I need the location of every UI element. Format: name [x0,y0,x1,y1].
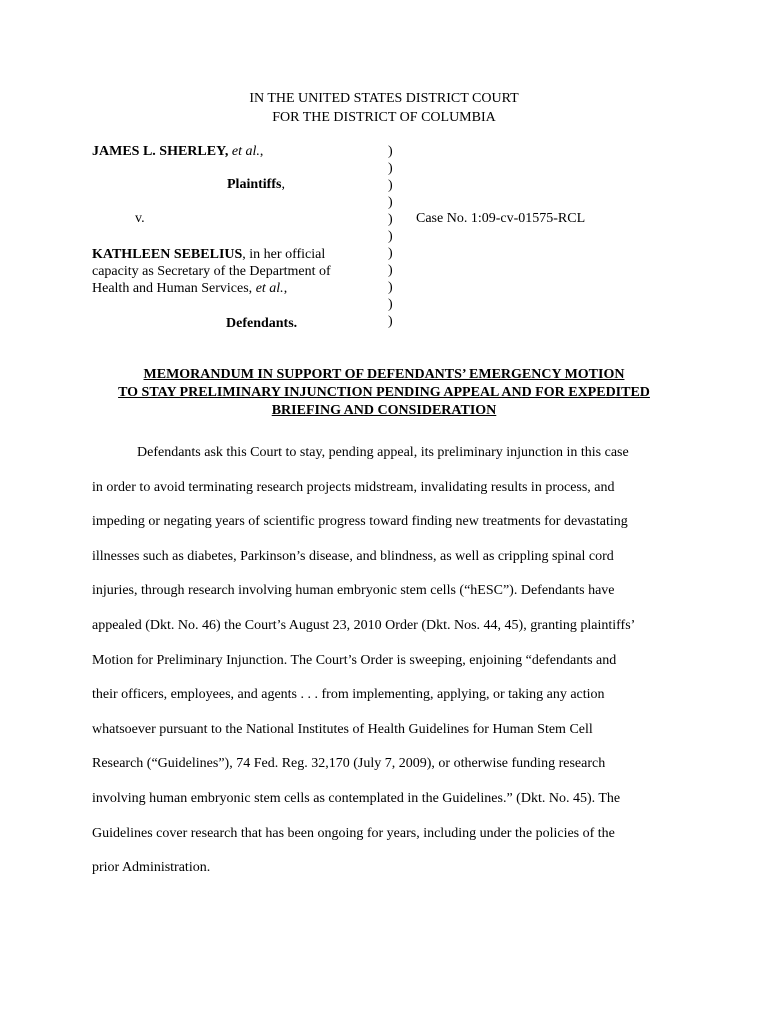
plaintiffs-label-text: Plaintiffs [227,177,282,192]
defendant-line-1 [92,246,331,263]
body-line: Motion for Preliminary Injunction. The Court’s Order is sweeping, enjoining “defendants and [92,652,617,668]
title-line-3 [0,402,768,420]
title-line-3-text: BRIEFING AND CONSIDERATION [271,403,497,418]
parenthesis: ) [388,263,393,278]
defendant-line-3-text: Health and Human Services, [92,281,256,296]
body-line: Guidelines cover research that has been ongoing for years, including under the policies of the [92,825,615,841]
body-line: involving human embryonic stem cells as contemplated in the Guidelines.” (Dkt. No. 45). The [92,790,621,806]
plaintiffs-label [227,177,285,193]
caption-defendant [92,246,331,297]
defendants-label: Defendants. [226,316,298,331]
body-line: their officers, employees, and agents . . . from implementing, applying, or taking any action [92,687,605,703]
defendant-et-al: et al. [255,281,284,296]
title-line-1 [0,366,768,384]
plaintiffs-label-comma: , [281,177,285,192]
parenthesis: ) [388,178,393,193]
body-line: appealed (Dkt. No. 46) the Court’s August 23, 2010 Order (Dkt. Nos. 44, 45), granting plaintiffs’ [92,617,636,633]
memorandum-title [0,366,768,420]
body-line: illnesses such as diabetes, Parkinson’s disease, and blindness, as well as crippling spinal cord [92,548,614,564]
title-line-2-text: TO STAY PRELIMINARY INJUNCTION PENDING APPEAL AND FOR EXPEDITED [118,385,650,400]
plaintiff-et-al: et al. [231,144,260,159]
parenthesis: ) [388,314,393,329]
parenthesis: ) [388,229,393,244]
versus: v. [135,211,145,226]
court-name-line: IN THE UNITED STATES DISTRICT COURT [249,91,519,106]
plaintiff-comma: , [259,144,264,159]
plaintiff-name: JAMES L. SHERLEY, [92,144,229,159]
case-number: Case No. 1:09-cv-01575-RCL [416,211,586,226]
body-line: impeding or negating years of scientific progress toward finding new treatments for devastating [92,514,628,530]
defendant-name: KATHLEEN SEBELIUS [92,247,243,262]
defendant-line-2: capacity as Secretary of the Department of [92,264,331,279]
title-line-2 [0,384,768,402]
defendant-line-3 [92,280,331,297]
plaintiff-row [92,143,382,160]
body-line: Research (“Guidelines”), 74 Fed. Reg. 32,170 (July 7, 2009), or otherwise funding research [92,756,606,772]
body-line: injuries, through research involving human embryonic stem cells (“hESC”). Defendants have [92,583,615,599]
memorandum-body [92,436,682,886]
defendant-line-1-rest: , in her official [242,247,326,262]
parenthesis: ) [388,280,393,295]
parenthesis: ) [388,195,393,210]
body-line: prior Administration. [92,860,211,876]
parenthesis: ) [388,161,393,176]
caption-parenthesis-column [388,143,400,330]
parenthesis: ) [388,212,393,227]
body-line: Defendants ask this Court to stay, pending appeal, its preliminary injunction in this case [137,445,629,460]
body-line: whatsoever pursuant to the National Institutes of Health Guidelines for Human Stem Cell [92,721,593,737]
parenthesis: ) [388,144,393,159]
defendant-line-3-comma: , [283,281,288,296]
court-district-line: FOR THE DISTRICT OF COLUMBIA [272,110,496,125]
caption-plaintiff [92,143,382,160]
body-line: in order to avoid terminating research projects midstream, invalidating results in process, and [92,479,615,495]
parenthesis: ) [388,246,393,261]
parenthesis: ) [388,297,393,312]
title-line-1-text: MEMORANDUM IN SUPPORT OF DEFENDANTS’ EMERGENCY MOTION [143,367,625,382]
court-header [0,89,768,127]
